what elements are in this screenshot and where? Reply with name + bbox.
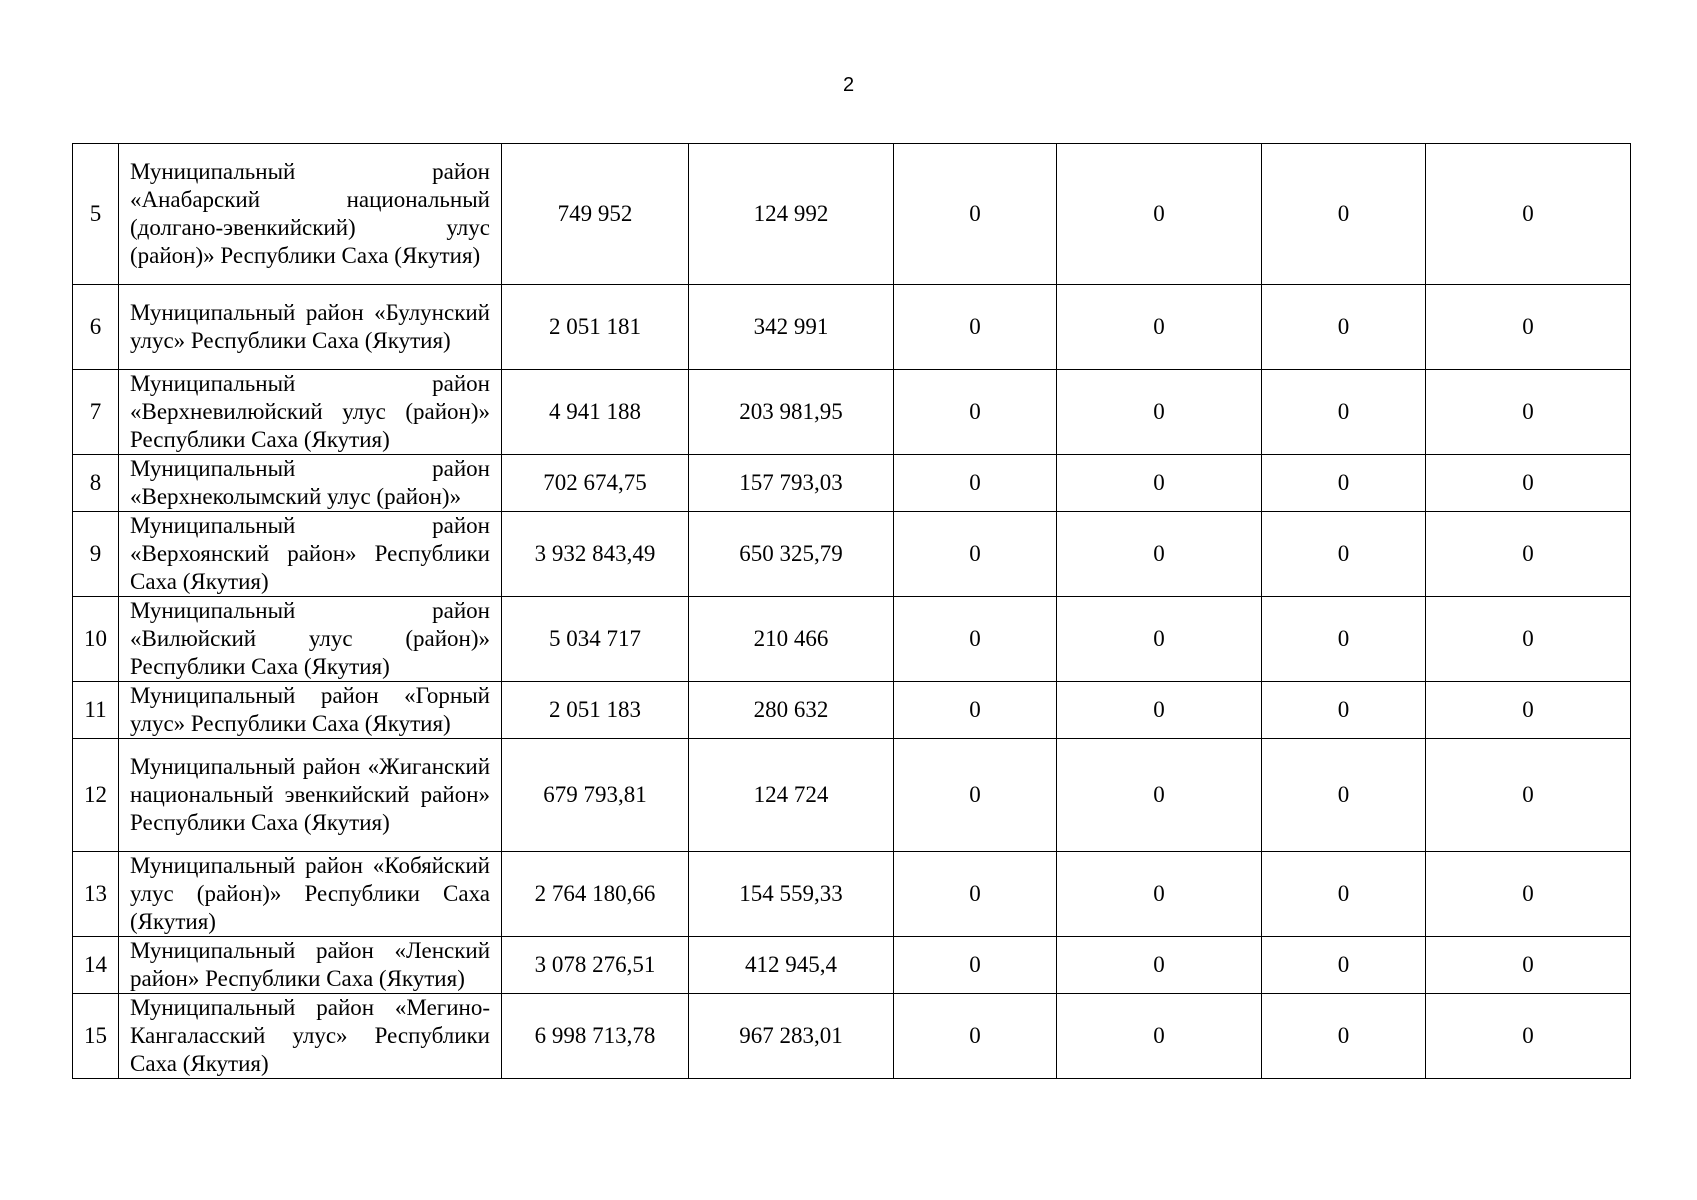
value-cell: 0 xyxy=(1057,682,1262,739)
table-body xyxy=(73,144,1631,1079)
value-cell: 0 xyxy=(1426,597,1631,682)
value-cell: 342 991 xyxy=(689,285,894,370)
table-row xyxy=(73,455,1631,512)
value-cell: 210 466 xyxy=(689,597,894,682)
value-cell: 2 764 180,66 xyxy=(502,852,689,937)
value-cell: 203 981,95 xyxy=(689,370,894,455)
value-cell: 2 051 181 xyxy=(502,285,689,370)
value-cell: 0 xyxy=(1057,739,1262,852)
municipality-name: Муниципальный район «Верхневилюйский улус (район)» Республики Саха (Якутия) xyxy=(119,370,502,455)
value-cell: 124 724 xyxy=(689,739,894,852)
row-number: 10 xyxy=(73,597,119,682)
page-number: 2 xyxy=(842,74,855,96)
value-cell: 6 998 713,78 xyxy=(502,994,689,1079)
value-cell: 0 xyxy=(894,852,1057,937)
value-cell: 0 xyxy=(1426,144,1631,285)
value-cell: 2 051 183 xyxy=(502,682,689,739)
value-cell: 0 xyxy=(1262,682,1426,739)
data-table xyxy=(72,143,1631,1079)
municipality-name: Муниципальный район «Жиганский национальный эвенкийский район» Республики Саха (Якутия) xyxy=(119,739,502,852)
row-number: 8 xyxy=(73,455,119,512)
municipality-name: Муниципальный район «Верхнеколымский улус (район)» xyxy=(119,455,502,512)
municipality-name: Муниципальный район «Кобяйский улус (район)» Республики Саха (Якутия) xyxy=(119,852,502,937)
value-cell: 0 xyxy=(1057,370,1262,455)
value-cell: 0 xyxy=(1426,852,1631,937)
value-cell: 0 xyxy=(1262,994,1426,1079)
value-cell: 0 xyxy=(894,682,1057,739)
value-cell: 0 xyxy=(1426,512,1631,597)
value-cell: 0 xyxy=(1057,597,1262,682)
value-cell: 0 xyxy=(1057,455,1262,512)
municipality-name: Муниципальный район «Булунский улус» Республики Саха (Якутия) xyxy=(119,285,502,370)
row-number: 7 xyxy=(73,370,119,455)
value-cell: 0 xyxy=(1262,597,1426,682)
value-cell: 0 xyxy=(1057,852,1262,937)
value-cell: 154 559,33 xyxy=(689,852,894,937)
value-cell: 4 941 188 xyxy=(502,370,689,455)
value-cell: 0 xyxy=(894,937,1057,994)
row-number: 11 xyxy=(73,682,119,739)
municipality-name: Муниципальный район «Вилюйский улус (район)» Республики Саха (Якутия) xyxy=(119,597,502,682)
value-cell: 0 xyxy=(1426,739,1631,852)
value-cell: 412 945,4 xyxy=(689,937,894,994)
value-cell: 3 078 276,51 xyxy=(502,937,689,994)
value-cell: 967 283,01 xyxy=(689,994,894,1079)
value-cell: 0 xyxy=(1057,937,1262,994)
value-cell: 679 793,81 xyxy=(502,739,689,852)
value-cell: 0 xyxy=(1426,455,1631,512)
value-cell: 0 xyxy=(894,370,1057,455)
value-cell: 702 674,75 xyxy=(502,455,689,512)
value-cell: 0 xyxy=(1262,739,1426,852)
value-cell: 0 xyxy=(1426,682,1631,739)
table-row xyxy=(73,937,1631,994)
municipality-name: Муниципальный район «Горный улус» Республики Саха (Якутия) xyxy=(119,682,502,739)
table-row xyxy=(73,682,1631,739)
table-row xyxy=(73,739,1631,852)
value-cell: 0 xyxy=(1262,852,1426,937)
value-cell: 0 xyxy=(1426,285,1631,370)
table-row xyxy=(73,597,1631,682)
value-cell: 0 xyxy=(894,285,1057,370)
value-cell: 0 xyxy=(1262,937,1426,994)
value-cell: 0 xyxy=(894,994,1057,1079)
value-cell: 0 xyxy=(1262,512,1426,597)
table-row xyxy=(73,512,1631,597)
value-cell: 0 xyxy=(1057,512,1262,597)
municipality-name: Муниципальный район «Верхоянский район» Республики Саха (Якутия) xyxy=(119,512,502,597)
value-cell: 0 xyxy=(1426,937,1631,994)
value-cell: 124 992 xyxy=(689,144,894,285)
value-cell: 0 xyxy=(1426,994,1631,1079)
value-cell: 0 xyxy=(1262,455,1426,512)
value-cell: 0 xyxy=(894,144,1057,285)
value-cell: 0 xyxy=(894,455,1057,512)
table-row xyxy=(73,852,1631,937)
municipality-name: Муниципальный район «Анабарский национальный (долгано-эвенкийский) улус (район)» Республики Саха (Якутия) xyxy=(119,144,502,285)
row-number: 5 xyxy=(73,144,119,285)
value-cell: 0 xyxy=(894,739,1057,852)
table-row xyxy=(73,144,1631,285)
value-cell: 0 xyxy=(1057,285,1262,370)
value-cell: 0 xyxy=(1262,144,1426,285)
row-number: 15 xyxy=(73,994,119,1079)
table-row xyxy=(73,370,1631,455)
table-row xyxy=(73,994,1631,1079)
value-cell: 650 325,79 xyxy=(689,512,894,597)
value-cell: 157 793,03 xyxy=(689,455,894,512)
row-number: 13 xyxy=(73,852,119,937)
value-cell: 3 932 843,49 xyxy=(502,512,689,597)
row-number: 14 xyxy=(73,937,119,994)
value-cell: 0 xyxy=(894,597,1057,682)
row-number: 12 xyxy=(73,739,119,852)
value-cell: 0 xyxy=(1262,285,1426,370)
value-cell: 0 xyxy=(1262,370,1426,455)
value-cell: 749 952 xyxy=(502,144,689,285)
value-cell: 5 034 717 xyxy=(502,597,689,682)
row-number: 6 xyxy=(73,285,119,370)
value-cell: 280 632 xyxy=(689,682,894,739)
value-cell: 0 xyxy=(1057,994,1262,1079)
municipality-name: Муниципальный район «Ленский район» Республики Саха (Якутия) xyxy=(119,937,502,994)
value-cell: 0 xyxy=(1057,144,1262,285)
row-number: 9 xyxy=(73,512,119,597)
value-cell: 0 xyxy=(894,512,1057,597)
municipality-name: Муниципальный район «Мегино-Кангаласский улус» Республики Саха (Якутия) xyxy=(119,994,502,1079)
table-row xyxy=(73,285,1631,370)
value-cell: 0 xyxy=(1426,370,1631,455)
